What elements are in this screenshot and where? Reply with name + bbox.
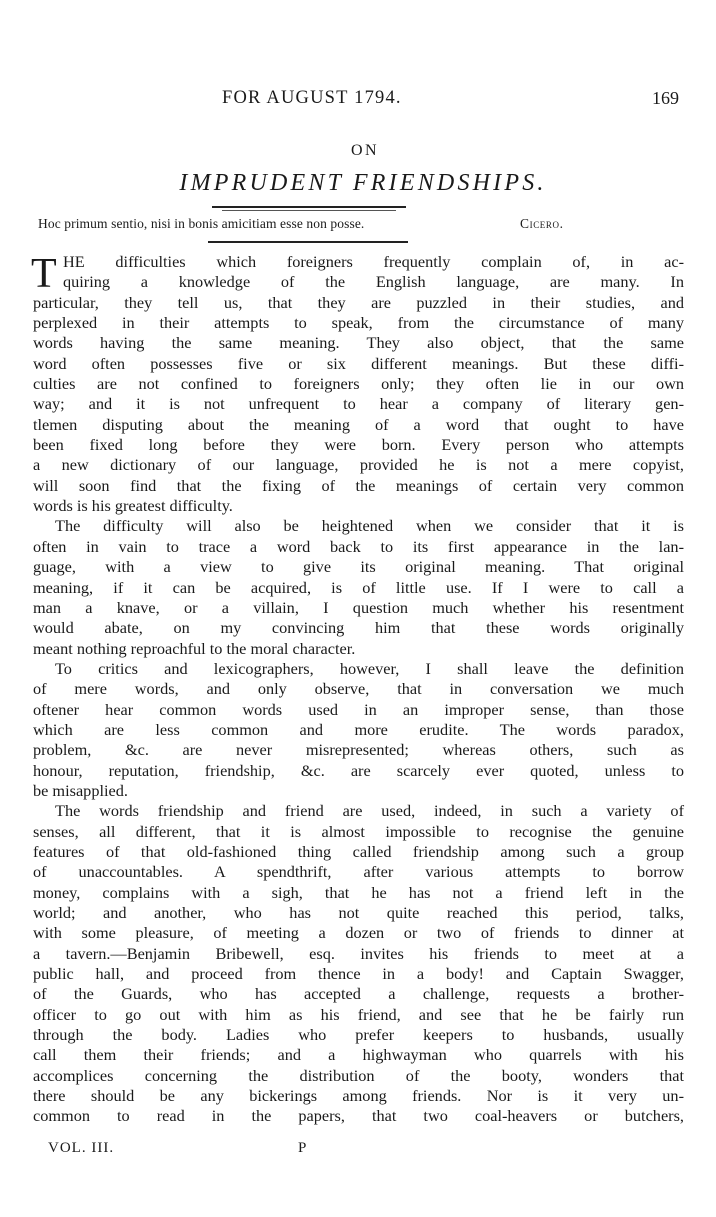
text-line: a tavern.—Benjamin Bribewell, esq. invites his friends to meet at a [33, 943, 684, 963]
drop-cap: T [31, 251, 57, 297]
text-line: a new dictionary of our language, provided he is not a mere copyist, [33, 455, 684, 475]
text-line: meaning, if it can be acquired, is of little use. If I were to call a [33, 577, 684, 597]
text-line: with some pleasure, of meeting a dozen or two of friends to dinner at [33, 923, 684, 943]
text-line: accomplices concerning the distribution of the booty, wonders that [33, 1065, 684, 1085]
text-line: of mere words, and only observe, that in conversation we much [33, 679, 684, 699]
page-header [0, 88, 716, 112]
text-line: there should be any bickerings among friends. Nor is it very un- [33, 1086, 684, 1106]
text-line: HE difficulties which foreigners frequently complain of, in ac- [63, 252, 684, 271]
text-line: money, complains with a sigh, that he has not a friend left in the [33, 882, 684, 902]
text-line: The words friendship and friend are used, indeed, in such a variety of [55, 801, 684, 821]
text-line: problem, &c. are never misrepresented; whereas others, such as [33, 740, 684, 760]
text-line: oftener hear common words used in an improper sense, than those [33, 699, 684, 719]
text-line: features of that old-fashioned thing called friendship among such a group [33, 841, 684, 861]
text-line: words is his greatest difficulty. [33, 496, 233, 516]
text-line: way; and it is not unfrequent to hear a company of literary gen- [33, 394, 684, 414]
title-prefix: ON [350, 142, 380, 159]
epigraph-rule [208, 241, 408, 243]
title-rule-thin [222, 210, 396, 211]
text-line: man a knave, or a villain, I question much whether his resentment [33, 597, 684, 617]
text-line: particular, they tell us, that they are puzzled in their studies, and [33, 292, 684, 312]
text-line: which are less common and more erudite. The words paradox, [33, 719, 684, 739]
title-rule [212, 206, 406, 208]
text-line: culties are not confined to foreigners only; they often lie in our own [33, 374, 684, 394]
volume-label: VOL. III. [48, 1140, 115, 1156]
page-footer [0, 1140, 716, 1162]
text-line: perplexed in their attempts to speak, from the circumstance of many [33, 313, 684, 333]
text-line: would abate, on my convincing him that these words originally [33, 618, 684, 638]
epigraph-text: Hoc primum sentio, nisi in bonis amicitiam esse non posse. [38, 216, 365, 231]
article-body [33, 252, 684, 1127]
text-line: guage, with a view to give its original meaning. That original [33, 557, 684, 577]
text-line: senses, all different, that it is almost impossible to recognise the genuine [33, 821, 684, 841]
epigraph [38, 216, 678, 236]
text-line: The difficulty will also be heightened when we consider that it is [55, 516, 684, 536]
text-line: call them their friends; and a highwayman who quarrels with his [33, 1045, 684, 1065]
text-line: word often possesses five or six different meanings. But these diffi- [33, 353, 684, 373]
text-line: tlemen disputing about the meaning of a word that ought to have [33, 414, 684, 434]
text-line: be misapplied. [33, 780, 128, 800]
text-line: meant nothing reproachful to the moral character. [33, 638, 356, 658]
text-line: officer to go out with him as his friend, and see that he be fairly run [33, 1004, 684, 1024]
signature-mark: P [298, 1140, 307, 1156]
text-line: common to read in the papers, that two coal-heavers or butchers, [33, 1106, 684, 1126]
text-line: of unaccountables. A spendthrift, after various attempts to borrow [33, 862, 684, 882]
text-line: world; and another, who has not quite reached this period, talks, [33, 903, 684, 922]
text-line: To critics and lexicographers, however, I shall leave the definition [55, 658, 684, 678]
running-head: FOR AUGUST 1794. [222, 88, 402, 108]
text-line: quiring a knowledge of the English language, are many. In [63, 272, 684, 292]
text-line: public hall, and proceed from thence in a body! and Captain Swagger, [33, 964, 684, 984]
article-title: IMPRUDENT FRIENDSHIPS. [179, 170, 547, 196]
text-line: words having the same meaning. They also object, that the same [33, 333, 684, 353]
text-line: been fixed long before they were born. Every person who attempts [33, 435, 684, 455]
page-number: 169 [652, 88, 679, 108]
text-line: honour, reputation, friendship, &c. are scarcely ever quoted, unless to [33, 760, 684, 780]
text-line: through the body. Ladies who prefer keepers to husbands, usually [33, 1025, 684, 1045]
text-line: often in vain to trace a word back to its first appearance in the lan- [33, 536, 684, 556]
text-line: will soon find that the fixing of the meanings of certain very common [33, 475, 684, 495]
text-line: of the Guards, who has accepted a challenge, requests a brother- [33, 984, 684, 1004]
epigraph-author: Cicero. [520, 216, 564, 231]
